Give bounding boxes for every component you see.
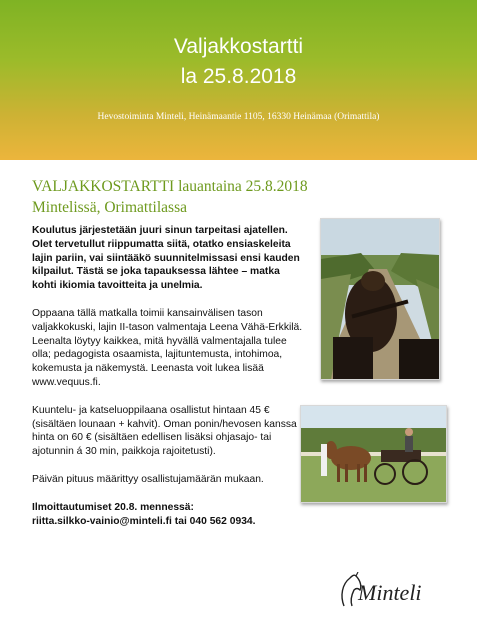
signup-deadline: Ilmoittautumiset 20.8. mennessä: [32, 501, 194, 513]
organizer-address: Hevostoiminta Minteli, Heinämaantie 1105, 16330 Heinämaa (Orimattila) [97, 112, 380, 122]
duration-paragraph: Päivän pituus määrittyy osallistujamäärän mukaan. [32, 473, 264, 485]
event-title-name: Valjakkostartti [173, 35, 304, 58]
driving-photo [320, 218, 440, 380]
subheading-event: VALJAKKOSTARTTI lauantaina 25.8.2018 [32, 178, 308, 195]
minteli-logo [338, 572, 448, 610]
header-banner [0, 0, 477, 160]
logo-text: Minteli [358, 580, 422, 605]
signup-contact: riitta.silkko-vainio@minteli.fi tai 040 562 0934. [32, 515, 256, 527]
carriage-photo [300, 405, 447, 503]
guide-paragraph: Oppaana tällä matkalla toimii kansainvälisen tason valjakkokuski, lajin II-tason valmentaja Leena Vähä-Erkkilä. Leenalta löytyy kaikkea, mitä hyvällä valmentajalla tulee olla; pedagogista osaamista, lajituntemusta, intohimoa, kokemusta ja näkemystä. Leenasta voit lukea lisää www.vequus.fi. [32, 307, 303, 388]
event-title [0, 32, 477, 92]
signup-block [32, 501, 307, 529]
driving-photo-image [321, 219, 439, 379]
subheading-location: Mintelissä, Orimattilassa [32, 199, 187, 216]
intro-paragraph: Koulutus järjestetään juuri sinun tarpeitasi ajatellen. Olet tervetullut riippumatta siitä, otatko ensiaskeleita lajin pariin, vai siintääkö suunnitelmissasi ensi kauden kilpailut. Tästä se joka tapauksessa lähtee – matka kohti ikiomia tavoitteita ja unelmia. [32, 225, 300, 292]
carriage-photo-image [301, 406, 446, 502]
pricing-paragraph: Kuuntelu- ja katseluoppilaana osallistut hintaan 45 € (sisältäen lounaan + kahvit). Oman ponin/hevosen kanssa hinta on 60 € (sisältäen edellisen lisäksi ohjasajo- tai ajotunnin á 30 min, paikkoja rajoitetusti). [32, 404, 297, 458]
subheading [32, 176, 308, 218]
event-title-date: la 25.8.2018 [180, 65, 297, 88]
body-text [32, 224, 307, 528]
